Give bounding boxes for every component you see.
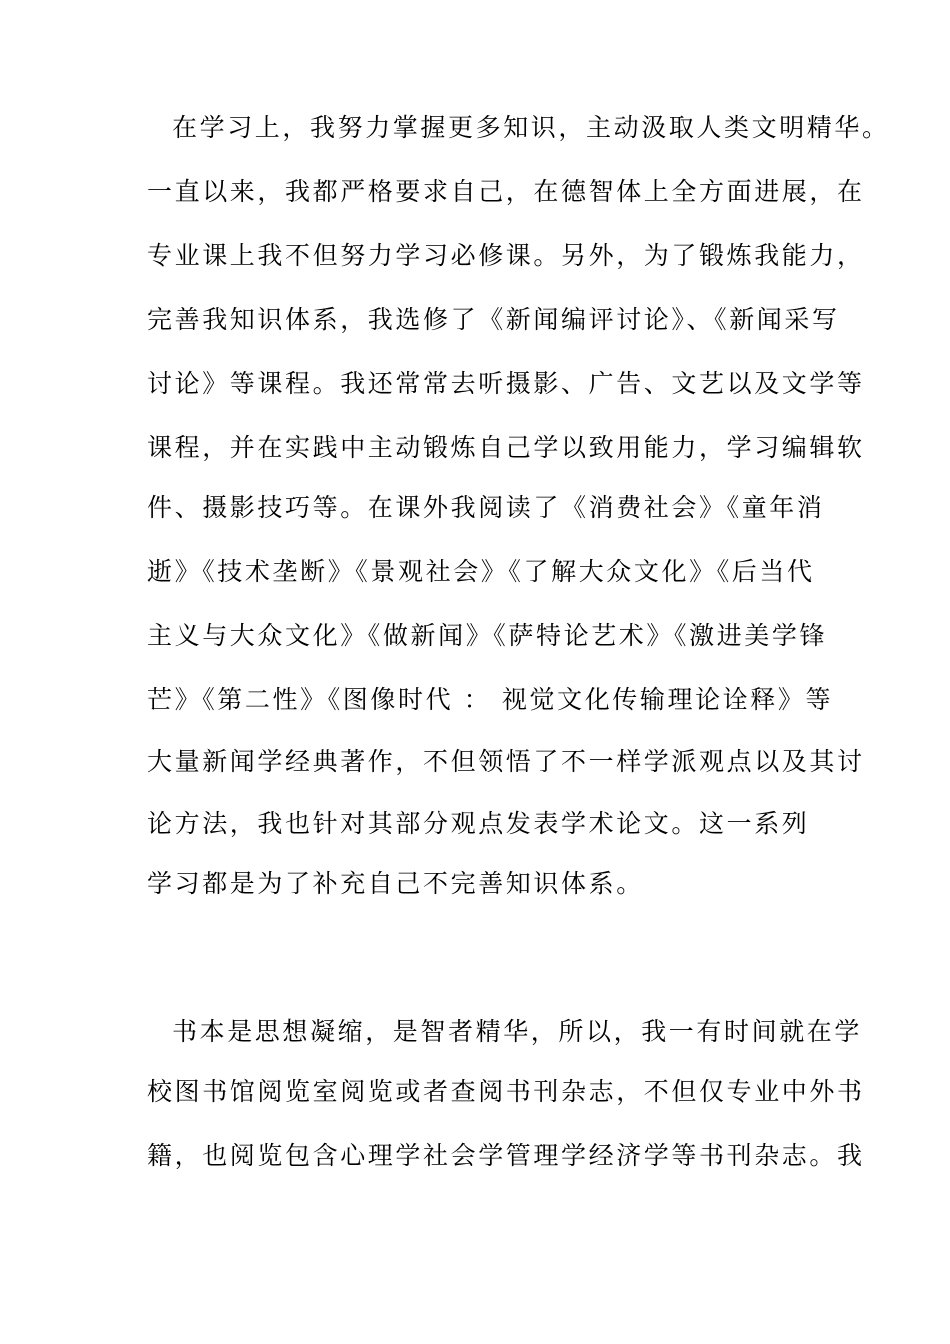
text-line: 一直以来，我都严格要求自己，在德智体上全方面进展，在	[147, 177, 865, 206]
text-line: 逝》《技术垄断》《景观社会》《了解大众文化》《后当代	[147, 557, 815, 586]
text-line: 芒》《第二性》《图像时代 ： 视觉文化传输理论诠释》等	[147, 685, 834, 714]
text-line: 书本是思想凝缩，是智者精华，所以，我一有时间就在学	[172, 1017, 863, 1046]
text-line: 学习都是为了补充自己不完善知识体系。	[147, 869, 644, 898]
text-line: 件、摄影技巧等。在课外我阅读了《消费社会》《童年消	[147, 493, 825, 522]
text-line: 论方法，我也针对其部分观点发表学术论文。这一系列	[147, 809, 810, 838]
text-line: 校图书馆阅览室阅览或者查阅书刊杂志，不但仅专业中外书	[147, 1077, 865, 1106]
text-line: 课程，并在实践中主动锻炼自己学以致用能力，学习编辑软	[147, 433, 865, 462]
text-line: 在学习上，我努力掌握更多知识，主动汲取人类文明精华。	[172, 113, 890, 142]
text-line: 大量新闻学经典著作，不但领悟了不一样学派观点以及其讨	[147, 747, 865, 776]
text-line: 主义与大众文化》《做新闻》《萨特论艺术》《激进美学锋	[147, 621, 828, 650]
text-line: 专业课上我不但努力学习必修课。另外，为了锻炼我能力，	[147, 241, 865, 270]
text-line: 讨论》等课程。我还常常去听摄影、广告、文艺以及文学等	[147, 369, 865, 398]
text-line: 完善我知识体系，我选修了《新闻编评讨论》、《新闻采写	[147, 305, 840, 334]
text-line: 籍，也阅览包含心理学社会学管理学经济学等书刊杂志。我	[147, 1141, 865, 1170]
